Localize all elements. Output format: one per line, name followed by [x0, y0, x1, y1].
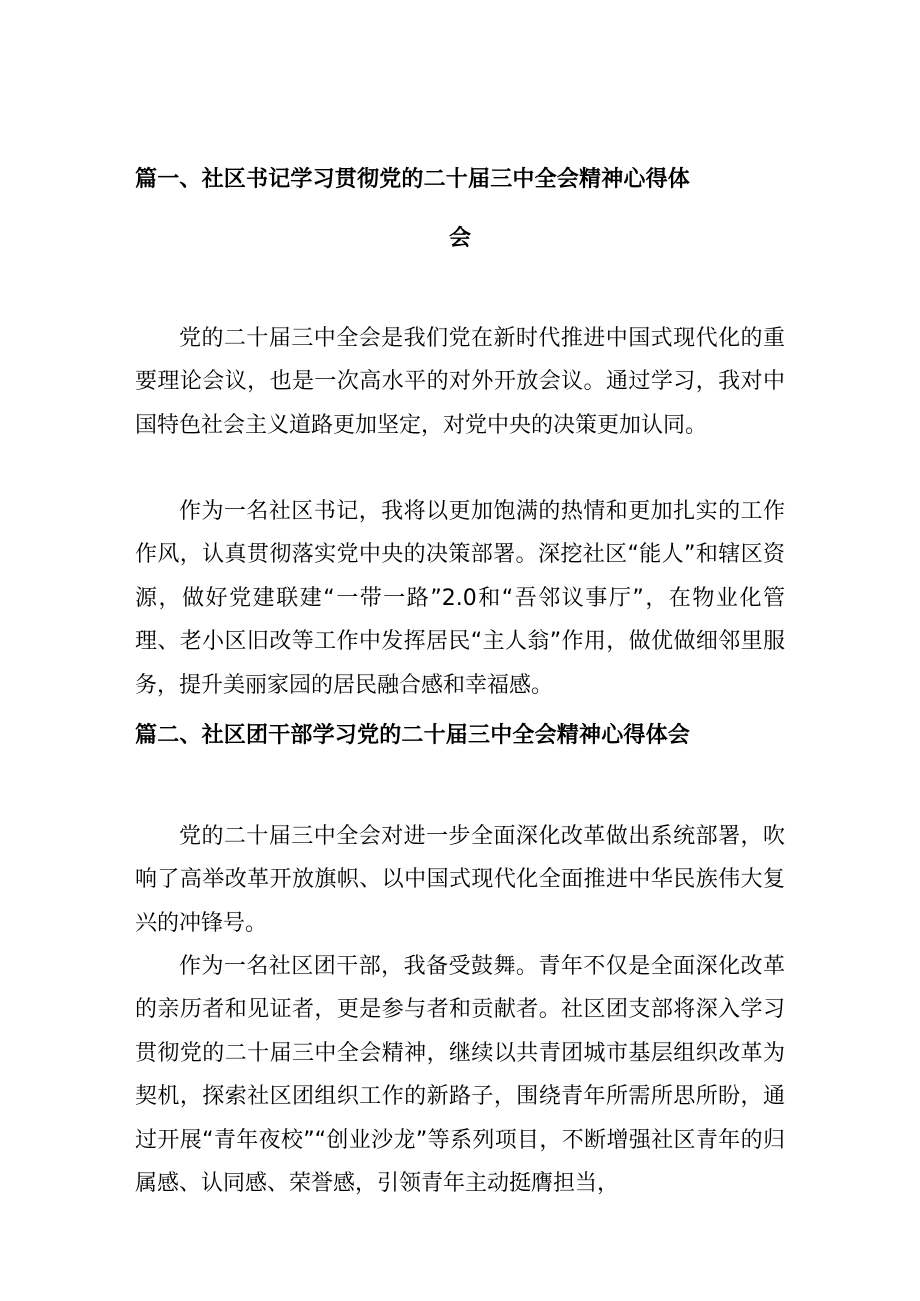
section2-paragraph-1: 党的二十届三中全会对进一步全面深化改革做出系统部署，吹响了高举改革开放旗帜、以中国式现代化全面推进中华民族伟大复兴的冲锋号。 — [135, 824, 785, 936]
section1-title-continuation: 会 — [448, 226, 471, 251]
section1-title: 篇一、社区书记学习贯彻党的二十届三中全会精神心得体 — [135, 167, 691, 192]
section1-paragraph-2: 作为一名社区书记，我将以更加饱满的热情和更加扎实的工作作风，认真贯彻落实党中央的决策部署。深挖社区“能人”和辖区资源，做好党建联建“一带一路”2.0和“吾邻议事厅”，在物业化管理、老小区旧改等工作中发挥居民“主人翁”作用，做优做细邻里服务，提升美丽家园的居民融合感和幸福感。 — [135, 499, 785, 698]
section2-title: 篇二、社区团干部学习党的二十届三中全会精神心得体会 — [135, 723, 691, 748]
section1-paragraph-1: 党的二十届三中全会是我们党在新时代推进中国式现代化的重要理论会议，也是一次高水平的对外开放会议。通过学习，我对中国特色社会主义道路更加坚定，对党中央的决策更加认同。 — [135, 326, 785, 438]
section2-paragraph-2: 作为一名社区团干部，我备受鼓舞。青年不仅是全面深化改革的亲历者和见证者，更是参与者和贡献者。社区团支部将深入学习贯彻党的二十届三中全会精神，继续以共青团城市基层组织改革为契机，探索社区团组织工作的新路子，围绕青年所需所思所盼，通过开展“青年夜校”“创业沙龙”等系列项目，不断增强社区青年的归属感、认同感、荣誉感，引领青年主动挺膺担当， — [135, 954, 785, 1197]
